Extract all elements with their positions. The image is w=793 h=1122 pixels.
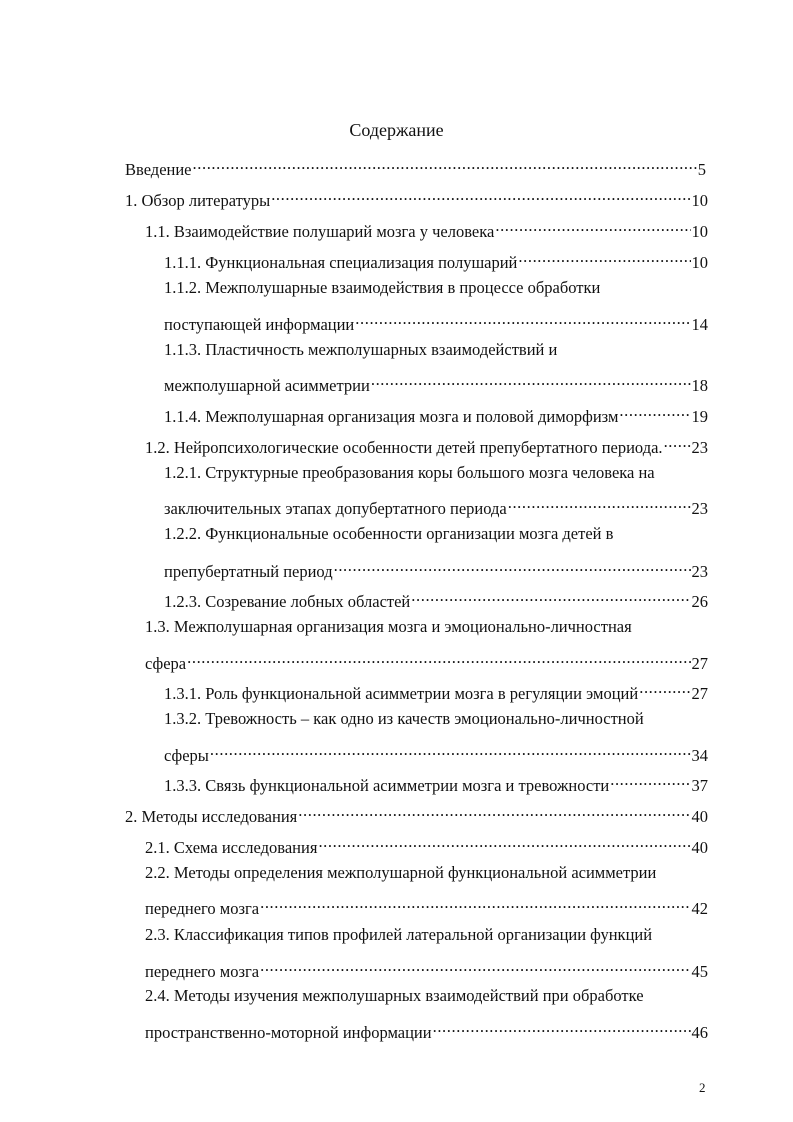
toc-entry-1-1-1 [164,246,708,274]
toc-entry-title: сфера [145,654,187,673]
toc-entry-1-1-4 [164,400,708,428]
toc-entry-1-1-3 [164,369,708,397]
toc-entry-page: 34 [691,746,708,765]
toc-entry-title: 1.3.1. Роль функциональной асимметрии мозга в регуляции эмоций [164,684,639,703]
toc-entry-page: 27 [691,654,708,673]
toc-entry-page: 27 [691,684,708,703]
toc-entry-page: 10 [691,222,708,241]
toc-entry-1-3-2 [164,739,708,767]
toc-entry-title: переднего мозга [145,899,260,918]
toc-entry-title: Введение [125,160,192,179]
toc-entry-page: 18 [691,376,708,395]
toc-entry-title: пространственно-моторной информации [145,1023,432,1042]
toc-entry-title: 1.2. Нейропсихологические особенности детей препубертатного периода. [145,438,663,457]
toc-entry-title: заключительных этапах допубертатного периода [164,499,507,518]
toc-entry-page: 26 [691,592,708,611]
toc-entry-1-2-1-line1: 1.2.1. Структурные преобразования коры большого мозга человека на [164,463,655,482]
page-number: 2 [699,1080,706,1095]
toc-entry-page: 40 [691,838,708,857]
toc-entry-page: 10 [691,191,708,210]
dot-leader [298,800,690,822]
dot-leader [508,492,691,514]
toc-entry-page: 45 [691,962,708,981]
toc-entry-2-2 [145,892,708,920]
dot-leader [318,831,690,853]
dot-leader [371,369,691,391]
toc-entry-1-2-2 [164,555,708,583]
toc-entry-page: 40 [691,807,708,826]
dot-leader [355,308,690,330]
toc-entry-2-3-line1: 2.3. Классификация типов профилей латеральной организации функций [145,925,653,944]
toc-entry-1-3 [145,647,708,675]
dot-leader [193,153,697,175]
toc-entry-2-2-line1: 2.2. Методы определения межполушарной функциональной асимметрии [145,863,657,882]
toc-entry-2-4 [145,1016,708,1044]
dot-leader [518,246,690,268]
dot-leader [260,955,690,977]
toc-entry-page: 14 [691,315,708,334]
dot-leader [411,585,690,607]
dot-leader [187,647,690,669]
toc-entry-title: 1.1.4. Межполушарная организация мозга и половой диморфизм [164,407,619,426]
toc-entry-page: 42 [691,899,708,918]
toc-entry-2-1 [145,831,708,859]
toc-entry-title: 2. Методы исследования [125,807,298,826]
toc-entry-1-1-2-line1: 1.1.2. Межполушарные взаимодействия в процессе обработки [164,278,601,297]
toc-entry-1-3-1 [164,677,708,705]
dot-leader [664,431,691,453]
toc-entry-introduction [125,153,706,181]
toc-entry-page: 37 [691,776,708,795]
dot-leader [260,892,690,914]
dot-leader [619,400,690,422]
toc-entry-title: 1.3.3. Связь функциональной асимметрии мозга и тревожности [164,776,610,795]
toc-entry-title: сферы [164,746,209,765]
dot-leader [495,215,690,237]
toc-entry-title: 1. Обзор литературы [125,191,271,210]
page-title: Содержание [349,120,444,140]
toc-entry-1-3-2-line1: 1.3.2. Тревожность – как одно из качеств эмоционально-личностной [164,709,644,728]
toc-entry-title: препубертатный период [164,562,333,581]
toc-entry-title: переднего мозга [145,962,260,981]
toc-entry-page: 23 [691,438,708,457]
toc-entry-title: поступающей информации [164,315,355,334]
toc-entry-page: 23 [691,562,708,581]
toc-entry-page: 10 [691,253,708,272]
toc-entry-title: 1.1. Взаимодействие полушарий мозга у человека [145,222,495,241]
toc-entry-page: 46 [691,1023,708,1042]
toc-entry-page: 5 [697,160,706,179]
dot-leader [210,739,691,761]
toc-entry-1-3-line1: 1.3. Межполушарная организация мозга и эмоционально-личностная [145,617,632,636]
dot-leader [271,184,690,206]
toc-entry-1-2-3 [164,585,708,613]
toc-entry-1-1-3-line1: 1.1.3. Пластичность межполушарных взаимодействий и [164,340,558,359]
toc-entry-page: 23 [691,499,708,518]
toc-entry-2-4-line1: 2.4. Методы изучения межполушарных взаимодействий при обработке [145,986,644,1005]
toc-entry-1-2-2-line1: 1.2.2. Функциональные особенности организации мозга детей в [164,524,614,543]
toc-entry-page: 19 [691,407,708,426]
dot-leader [334,555,691,577]
toc-entry-title: межполушарной асимметрии [164,376,370,395]
toc-entry-title: 1.1.1. Функциональная специализация полушарий [164,253,518,272]
toc-entry-2-3 [145,955,708,983]
toc-entry-1-1 [145,215,708,243]
toc-entry-title: 1.2.3. Созревание лобных областей [164,592,411,611]
toc-entry-1-2 [145,431,708,459]
toc-entry-1-2-1 [164,492,708,520]
dot-leader [610,769,690,791]
toc-entry-title: 2.1. Схема исследования [145,838,318,857]
toc-entry-1-3-3 [164,769,708,797]
dot-leader [639,677,690,699]
toc-entry-1-1-2 [164,308,708,336]
toc-entry-2 [125,800,708,828]
dot-leader [433,1016,691,1038]
toc-entry-1 [125,184,708,212]
